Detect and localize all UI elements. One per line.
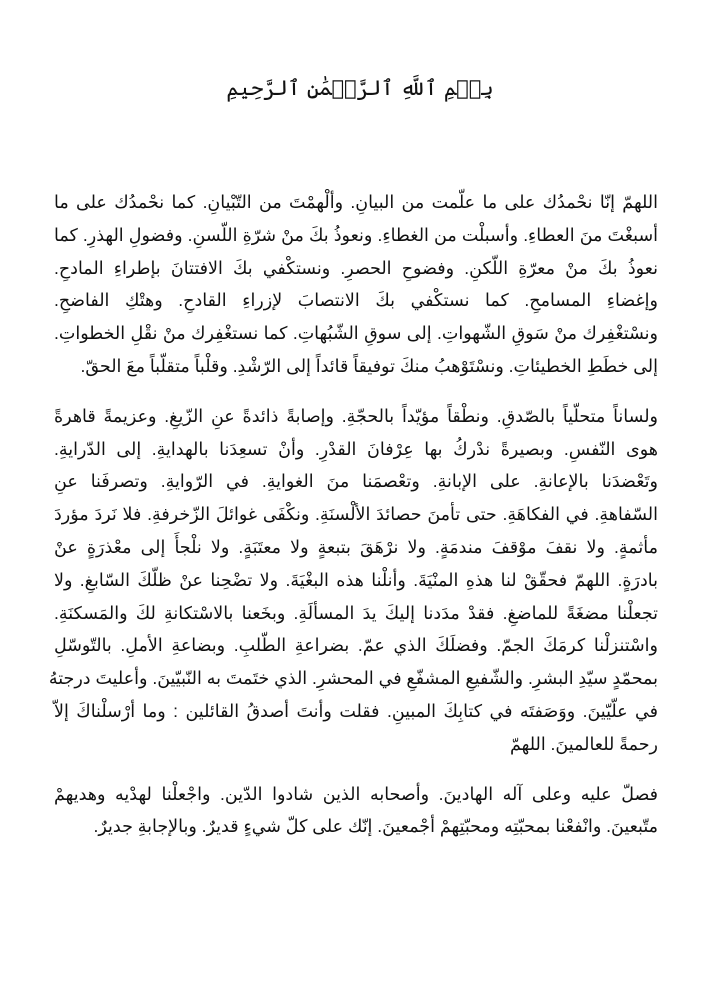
text-line: هوى النّفسِ. وبصيرةً ندْركُ بها عِرْفانَ القدْرِ. وأنْ تسعِدَنا بالهدايةِ. إلى الدّرايةِ. xyxy=(54,438,658,459)
paragraph-2 xyxy=(48,400,664,761)
text-line: السّفاهةِ. في الفكاهَةِ. حتى تأمنَ حصائدَ الألْسنَةِ. ونكْفَى غوائلَ الزّخرفةِ. فلا نَردَ مؤردَ xyxy=(54,504,658,525)
text-line: مأثمةٍ. ولا نقفَ موْقفَ مندمَةٍ. ولا نرْهَقَ بتبعةٍ ولا معتَبَةٍ. ولا نلْجأَ إلى معْذرَةٍ عنْ xyxy=(54,536,658,557)
text-line: ولساناً متحلّياً بالصّدقِ. ونطْقاً مؤيّداً بالحجّةِ. وإصابةً ذائدةً عنِ الزّيغِ. وعزيمةً قاهرةً xyxy=(54,405,658,426)
paragraph-1 xyxy=(54,186,664,383)
paragraph-3 xyxy=(54,778,664,844)
text-line: أسبغْتَ منَ العطاءِ. وأسبلْت من الغطاءِ. ونعوذُ بكَ منْ شرّةِ اللّسنِ. وفضولِ الهذرِ. كما xyxy=(54,224,658,245)
text-line: واسْتنزلْنا كرمَكَ الجمّ. وفضلَكَ الذي عمّ. بضراعةِ الطّلبِ. وبضاعةِ الأملِ. بالتّوسّلِ xyxy=(54,635,658,656)
text-line: نعوذُ بكَ منْ معرّةِ اللّكنِ. وفضوحِ الحصرِ. ونستكْفي بكَ الافتتانَ بإطراءِ المادحِ. xyxy=(54,257,658,278)
document-body xyxy=(48,186,664,843)
text-line: إلى خطَطِ الخطيئاتِ. ونسْتَوْهبُ منكَ توفيقاً قائداً إلى الرّشْدِ. وقلْباً متقلّباً معَ الحقّ. xyxy=(80,355,658,376)
text-line: تجعلْنا مضغَةً للماضغِ. فقدْ مدَدنا إليكَ يدَ المسألَةِ. وبخَعنا بالاسْتكانةِ لكَ والمَسكنَةِ. xyxy=(54,602,658,623)
text-line: وإغضاءِ المسامحِ. كما نستكْفي بكَ الانتصابَ لإزراءِ القادحِ. وهتْكِ الفاضحِ. xyxy=(54,290,658,311)
text-line: وتَعْضدَنا بالإعانةِ. على الإبانةِ. وتعْصمَنا منَ الغوايةِ. في الرّوايةِ. وتصرفَنا عنِ xyxy=(54,471,658,492)
text-line: ونسْتغْفِرك منْ سَوقِ الشّهواتِ. إلى سوقِ الشّبُهاتِ. كما نستغْفِرك منْ نقْلِ الخطواتِ. xyxy=(54,323,658,344)
basmala-heading: بِسۡمِ ٱللَّهِ ٱلرَّحۡمَٰنِ ٱلرَّحِيمِ xyxy=(226,76,494,100)
text-line: في علّيّينَ. ووَصَفتَه في كتابِكَ المبينِ. فقلت وأنتَ أصدقُ القائلين : وما أرْسلْناكَ إلاّ xyxy=(54,700,658,721)
text-line: بادرَةٍ. اللهمّ فحقّقْ لنا هذهِ المنْيَةَ. وأنلْنا هذه البغْيَةَ. ولا تضْحِنا عنْ ظلّكَ السّابغِ. ولا xyxy=(54,569,658,590)
text-line: رحمةً للعالمينَ. اللهمّ xyxy=(509,733,658,754)
text-line: متّبعينَ. وانْفعْنا بمحبّتِه ومحبّتِهمْ أجْمعينَ. إنّك على كلّ شيءٍ قديرٌ. وبالإجابةِ جديرٌ. xyxy=(93,816,658,837)
text-line: بمحمّدٍ سيّدِ البشرِ. والشّفيعِ المشفّعِ في المحشرِ. الذي ختَمتَ به النّبيّينَ. وأعليتَ درجتهُ xyxy=(48,668,658,689)
text-line: فصلّ عليه وعلى آله الهادينَ. وأصحابه الذين شادوا الدّين. واجْعلْنا لهدْيه وهديهمْ xyxy=(54,783,658,804)
text-line: اللهمّ إنّا نحْمدُك على ما علّمت من البيانِ. وألْهمْتَ من التّبْيانِ. كما نحْمدُك على ما xyxy=(54,192,658,212)
